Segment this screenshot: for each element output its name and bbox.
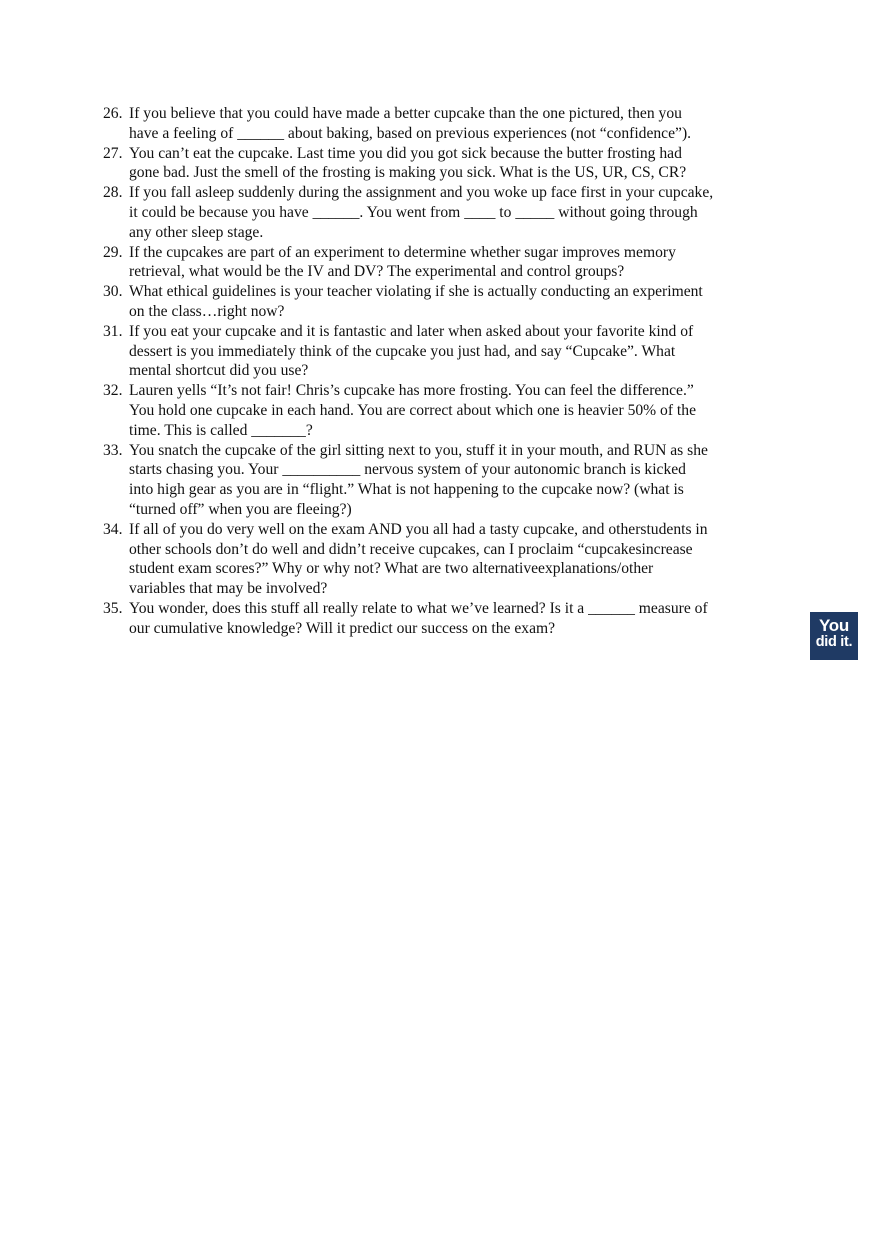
badge-line-you: You: [819, 616, 849, 635]
question-item: [100, 322, 790, 381]
question-text-line: starts chasing you. Your __________ nervous system of your autonomic branch is kicked: [129, 461, 686, 479]
question-number: 33.: [103, 441, 123, 459]
question-item: [100, 381, 790, 440]
question-text-line: time. This is called _______?: [129, 421, 313, 439]
question-text-line: other schools don’t do well and didn’t receive cupcakes, can I proclaim “cupcakesincrease: [129, 540, 693, 558]
question-item: [100, 183, 790, 242]
question-text-line: dessert is you immediately think of the cupcake you just had, and say “Cupcake”. What: [129, 342, 676, 360]
question-text-line: If you fall asleep suddenly during the assignment and you woke up face first in your cupcake,: [129, 184, 714, 202]
question-text-line: What ethical guidelines is your teacher violating if she is actually conducting an experiment: [129, 283, 703, 301]
question-text-line: If all of you do very well on the exam AND you all had a tasty cupcake, and otherstudents in: [129, 520, 708, 538]
question-text-line: “turned off” when you are fleeing?): [129, 500, 352, 518]
question-text-line: have a feeling of ______ about baking, based on previous experiences (not “confidence”).: [129, 124, 692, 142]
question-text-line: student exam scores?” Why or why not? What are two alternativeexplanations/other: [129, 560, 654, 578]
question-text-line: You can’t eat the cupcake. Last time you did you got sick because the butter frosting had: [129, 144, 682, 162]
question-text-line: You wonder, does this stuff all really relate to what we’ve learned? Is it a ______ measure of: [129, 599, 708, 617]
question-item: [100, 144, 790, 184]
question-number: 26.: [103, 105, 123, 122]
question-text-line: Lauren yells “It’s not fair! Chris’s cupcake has more frosting. You can feel the difference.”: [129, 382, 694, 400]
question-number: 34.: [103, 520, 123, 538]
question-text-line: mental shortcut did you use?: [129, 362, 309, 380]
question-number: 32.: [103, 382, 123, 400]
question-text-line: our cumulative knowledge? Will it predict our success on the exam?: [129, 619, 556, 637]
question-number: 35.: [103, 599, 123, 617]
question-item: [100, 599, 790, 639]
question-text-line: You hold one cupcake in each hand. You are correct about which one is heavier 50% of the: [129, 401, 696, 419]
question-text-line: retrieval, what would be the IV and DV? The experimental and control groups?: [129, 263, 625, 281]
question-number: 31.: [103, 322, 123, 340]
question-item: [100, 104, 790, 144]
question-text-line: If you believe that you could have made a better cupcake than the one pictured, then you: [129, 105, 682, 122]
question-item: [100, 243, 790, 283]
question-text-line: variables that may be involved?: [129, 580, 328, 598]
question-list: [100, 104, 790, 639]
question-item: [100, 441, 790, 520]
question-number: 29.: [103, 243, 123, 261]
question-text-line: You snatch the cupcake of the girl sitting next to you, stuff it in your mouth, and RUN as she: [129, 441, 708, 459]
question-text-line: on the class…right now?: [129, 302, 285, 320]
question-item: [100, 282, 790, 322]
question-text-line: it could be because you have ______. You went from ____ to _____ without going through: [129, 203, 698, 221]
you-did-it-badge[interactable]: [810, 612, 858, 660]
question-text-line: If you eat your cupcake and it is fantastic and later when asked about your favorite kind of: [129, 322, 694, 340]
question-text-line: gone bad. Just the smell of the frosting is making you sick. What is the US, UR, CS, CR?: [129, 164, 687, 182]
question-text-line: any other sleep stage.: [129, 223, 264, 241]
question-number: 30.: [103, 283, 123, 301]
question-number: 28.: [103, 184, 123, 202]
question-text-line: into high gear as you are in “flight.” What is not happening to the cupcake now? (what is: [129, 481, 684, 499]
question-item: [100, 520, 790, 599]
question-text-line: If the cupcakes are part of an experiment to determine whether sugar improves memory: [129, 243, 676, 261]
question-number: 27.: [103, 144, 123, 162]
badge-line-did-it: did it.: [815, 634, 853, 650]
